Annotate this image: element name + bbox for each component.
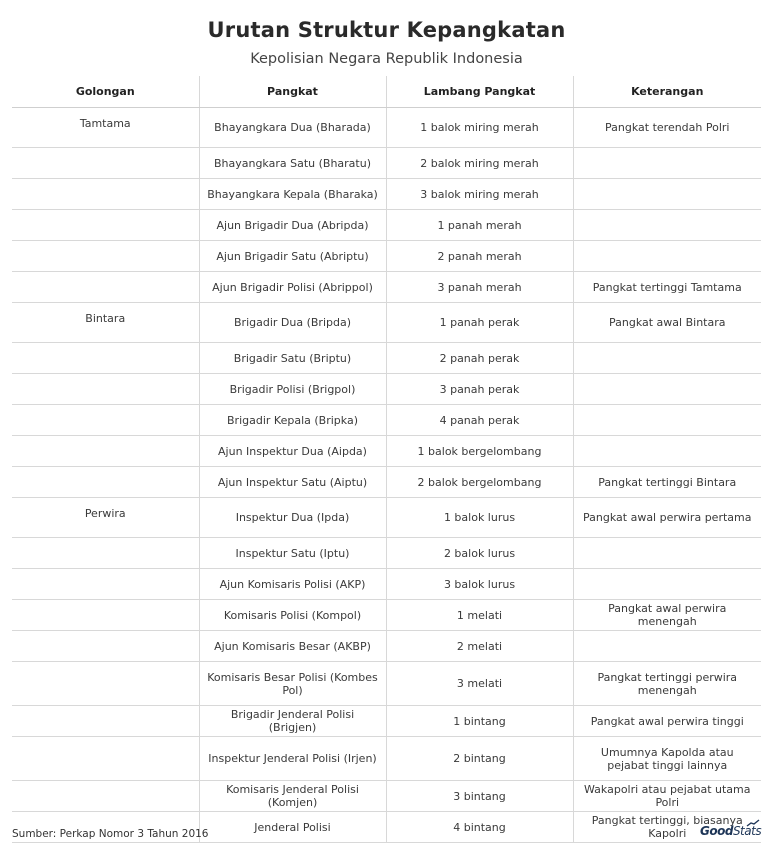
cell-golongan — [12, 600, 199, 631]
cell-keterangan: Pangkat tertinggi, biasanya Kapolri — [573, 812, 761, 843]
cell-keterangan — [573, 405, 761, 436]
table-row — [12, 737, 761, 781]
chart-title: Urutan Struktur Kepangkatan — [207, 18, 566, 42]
cell-pangkat: Brigadir Jenderal Polisi (Brigjen) — [199, 706, 386, 737]
cell-keterangan: Pangkat awal perwira menengah — [573, 600, 761, 631]
cell-pangkat: Inspektur Dua (Ipda) — [199, 498, 386, 538]
table-row — [12, 303, 761, 343]
table-row — [12, 436, 761, 467]
cell-pangkat: Komisaris Jenderal Polisi (Komjen) — [199, 781, 386, 812]
cell-lambang: 1 bintang — [386, 706, 573, 737]
cell-keterangan: Pangkat tertinggi Bintara — [573, 467, 761, 498]
cell-keterangan — [573, 179, 761, 210]
cell-keterangan: Pangkat awal perwira tinggi — [573, 706, 761, 737]
cell-pangkat: Brigadir Satu (Briptu) — [199, 343, 386, 374]
table-body — [12, 108, 761, 843]
cell-keterangan — [573, 631, 761, 662]
table-row — [12, 706, 761, 737]
cell-lambang: 3 panah merah — [386, 272, 573, 303]
cell-keterangan — [573, 241, 761, 272]
cell-pangkat: Komisaris Polisi (Kompol) — [199, 600, 386, 631]
cell-lambang: 3 panah perak — [386, 374, 573, 405]
cell-pangkat: Ajun Komisaris Besar (AKBP) — [199, 631, 386, 662]
cell-golongan — [12, 272, 199, 303]
cell-golongan — [12, 405, 199, 436]
table-row — [12, 631, 761, 662]
cell-pangkat: Brigadir Polisi (Brigpol) — [199, 374, 386, 405]
table-row — [12, 210, 761, 241]
cell-keterangan — [573, 374, 761, 405]
table-row — [12, 569, 761, 600]
cell-keterangan — [573, 148, 761, 179]
cell-pangkat: Bhayangkara Satu (Bharatu) — [199, 148, 386, 179]
column-header-golongan: Golongan — [12, 76, 199, 108]
cell-keterangan — [573, 343, 761, 374]
table-row — [12, 272, 761, 303]
cell-lambang: 3 melati — [386, 662, 573, 706]
cell-golongan — [12, 662, 199, 706]
cell-golongan — [12, 374, 199, 405]
cell-keterangan: Umumnya Kapolda atau pejabat tinggi lainnya — [573, 737, 761, 781]
cell-lambang: 3 balok miring merah — [386, 179, 573, 210]
cell-lambang: 4 bintang — [386, 812, 573, 843]
table-row — [12, 467, 761, 498]
table-row — [12, 343, 761, 374]
table-row — [12, 241, 761, 272]
cell-keterangan: Wakapolri atau pejabat utama Polri — [573, 781, 761, 812]
cell-pangkat: Brigadir Dua (Bripda) — [199, 303, 386, 343]
cell-pangkat: Bhayangkara Kepala (Bharaka) — [199, 179, 386, 210]
table-row — [12, 662, 761, 706]
cell-lambang: 2 panah merah — [386, 241, 573, 272]
cell-lambang: 3 balok lurus — [386, 569, 573, 600]
cell-lambang: 2 bintang — [386, 737, 573, 781]
cell-golongan — [12, 737, 199, 781]
column-header-lambang: Lambang Pangkat — [386, 76, 573, 108]
table-row — [12, 148, 761, 179]
cell-golongan — [12, 569, 199, 600]
cell-golongan — [12, 179, 199, 210]
cell-golongan — [12, 148, 199, 179]
cell-lambang: 2 panah perak — [386, 343, 573, 374]
column-header-pangkat: Pangkat — [199, 76, 386, 108]
table-row — [12, 538, 761, 569]
table-header-row — [12, 76, 761, 108]
cell-keterangan: Pangkat awal perwira pertama — [573, 498, 761, 538]
cell-golongan: Perwira — [12, 498, 199, 538]
table-row — [12, 374, 761, 405]
table-row — [12, 405, 761, 436]
cell-keterangan — [573, 538, 761, 569]
cell-pangkat: Inspektur Satu (Iptu) — [199, 538, 386, 569]
cell-pangkat: Bhayangkara Dua (Bharada) — [199, 108, 386, 148]
cell-pangkat: Brigadir Kepala (Bripka) — [199, 405, 386, 436]
cell-keterangan: Pangkat tertinggi Tamtama — [573, 272, 761, 303]
cell-lambang: 2 balok lurus — [386, 538, 573, 569]
cell-keterangan: Pangkat tertinggi perwira menengah — [573, 662, 761, 706]
cell-pangkat: Inspektur Jenderal Polisi (Irjen) — [199, 737, 386, 781]
source-note: Sumber: Perkap Nomor 3 Tahun 2016 — [12, 828, 209, 840]
cell-pangkat: Ajun Komisaris Polisi (AKP) — [199, 569, 386, 600]
cell-golongan — [12, 467, 199, 498]
cell-lambang: 4 panah perak — [386, 405, 573, 436]
cell-pangkat: Ajun Brigadir Dua (Abripda) — [199, 210, 386, 241]
table-row — [12, 781, 761, 812]
cell-pangkat: Jenderal Polisi — [199, 812, 386, 843]
cell-lambang: 1 panah perak — [386, 303, 573, 343]
cell-golongan — [12, 706, 199, 737]
rank-table — [12, 76, 761, 843]
column-header-keterangan: Keterangan — [573, 76, 761, 108]
table-row — [12, 179, 761, 210]
cell-golongan — [12, 241, 199, 272]
cell-keterangan: Pangkat awal Bintara — [573, 303, 761, 343]
cell-pangkat: Ajun Brigadir Polisi (Abrippol) — [199, 272, 386, 303]
cell-golongan: Bintara — [12, 303, 199, 343]
cell-pangkat: Ajun Inspektur Satu (Aiptu) — [199, 467, 386, 498]
cell-keterangan — [573, 569, 761, 600]
cell-lambang: 2 balok miring merah — [386, 148, 573, 179]
cell-lambang: 1 balok bergelombang — [386, 436, 573, 467]
cell-keterangan: Pangkat terendah Polri — [573, 108, 761, 148]
cell-pangkat: Ajun Brigadir Satu (Abriptu) — [199, 241, 386, 272]
cell-keterangan — [573, 436, 761, 467]
cell-golongan — [12, 436, 199, 467]
cell-pangkat: Ajun Inspektur Dua (Aipda) — [199, 436, 386, 467]
cell-lambang: 1 melati — [386, 600, 573, 631]
cell-lambang: 1 panah merah — [386, 210, 573, 241]
cell-keterangan — [573, 210, 761, 241]
logo-good-text: Good — [700, 824, 733, 838]
logo-stats-text: Stats — [732, 824, 762, 838]
cell-lambang: 3 bintang — [386, 781, 573, 812]
cell-lambang: 2 balok bergelombang — [386, 467, 573, 498]
cell-golongan — [12, 538, 199, 569]
cell-lambang: 2 melati — [386, 631, 573, 662]
cell-golongan — [12, 781, 199, 812]
table-row — [12, 108, 761, 148]
cell-golongan — [12, 343, 199, 374]
cell-lambang: 1 balok lurus — [386, 498, 573, 538]
logo-chart-icon — [746, 819, 760, 827]
cell-lambang: 1 balok miring merah — [386, 108, 573, 148]
cell-pangkat: Komisaris Besar Polisi (Kombes Pol) — [199, 662, 386, 706]
cell-golongan: Tamtama — [12, 108, 199, 148]
cell-golongan — [12, 631, 199, 662]
table-row — [12, 498, 761, 538]
chart-subtitle: Kepolisian Negara Republik Indonesia — [250, 51, 523, 67]
table-row — [12, 600, 761, 631]
cell-golongan — [12, 210, 199, 241]
